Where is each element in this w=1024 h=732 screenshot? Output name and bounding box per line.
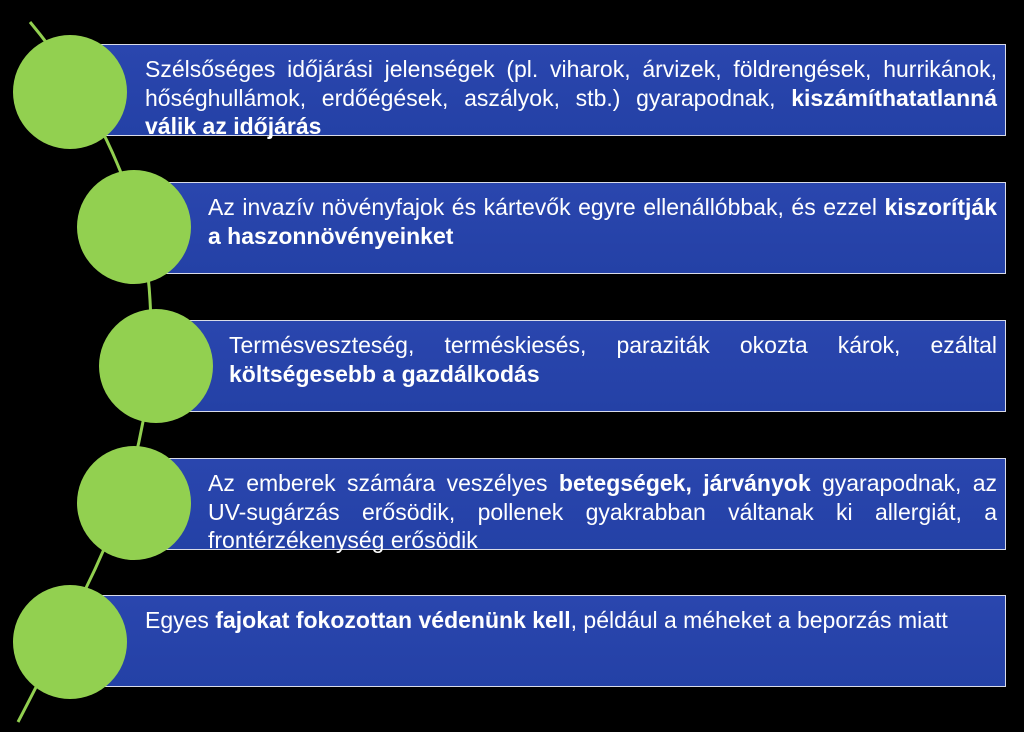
item-circle-1 [13, 35, 127, 149]
item-box-1 [92, 44, 1006, 139]
item-text-normal: Az invazív növényfajok és kártevők egyre ellenállóbbak, és ezzel [208, 194, 885, 220]
item-text-normal: Szélsőséges időjárási jelenségek (pl. viharok, árvizek, földrengések, hurrikánok, hőséghullámok, erdőégések, aszályok, stb.) gyarapodnak, [145, 56, 997, 111]
item-text-bold: fajokat fokozottan védenünk kell [215, 607, 571, 633]
item-box-2 [134, 182, 1006, 274]
item-text-bold: költségesebb a gazdálkodás [229, 360, 540, 387]
item-text-normal: Az emberek számára veszélyes [208, 470, 559, 496]
item-text-normal: Egyes [145, 607, 216, 633]
item-box-4 [134, 458, 1006, 553]
item-text-bold: kiszorítják a haszonnövényeinket [208, 194, 997, 249]
item-text [145, 55, 997, 141]
item-text [229, 331, 997, 388]
item-text-normal: Termésveszteség, terméskiesés, paraziták okozta károk, ezáltal [229, 332, 997, 358]
item-circle-3 [99, 309, 213, 423]
item-text [208, 193, 997, 250]
item-circle-5 [13, 585, 127, 699]
item-text [208, 469, 997, 555]
item-text [145, 606, 997, 635]
item-circle-2 [77, 170, 191, 284]
item-text-normal: gyarapodnak, az UV-sugárzás erősödik, pollenek gyakrabban váltanak ki allergiát, a frontérzékenység erősödik [208, 470, 998, 553]
item-circle-4 [77, 446, 191, 560]
item-text-normal: , például a méheket a beporzás miatt [570, 607, 948, 633]
item-text-bold: betegségek, járványok [558, 470, 811, 496]
item-text-bold: kiszámíthatatlanná válik az időjárás [145, 84, 997, 139]
item-box-3 [156, 320, 1006, 412]
item-box-5 [92, 595, 1006, 687]
